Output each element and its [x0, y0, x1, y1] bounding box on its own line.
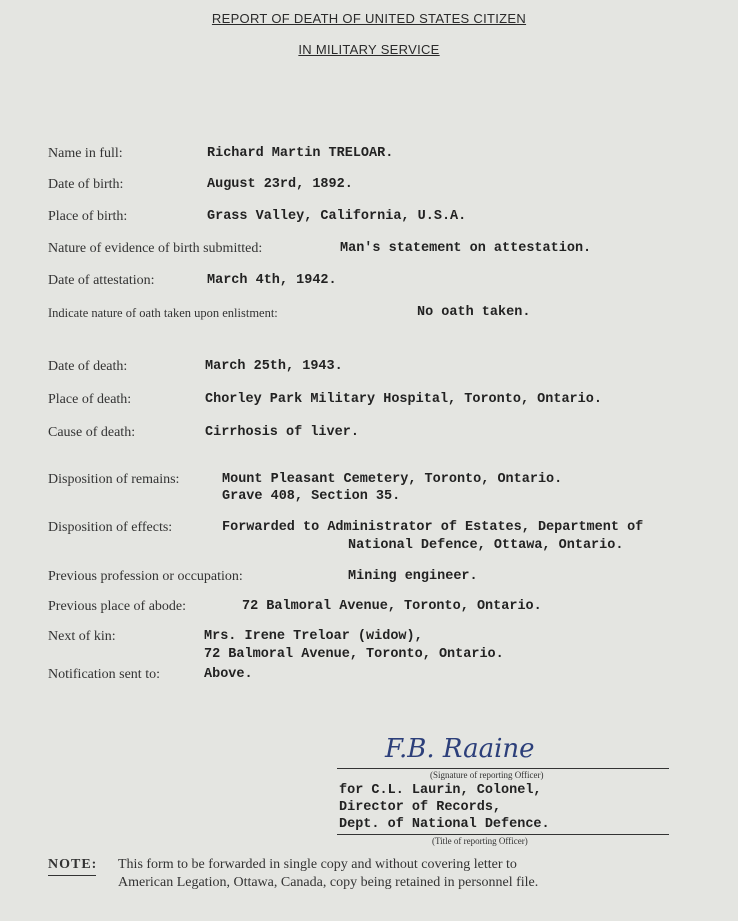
label-notification: Notification sent to: — [48, 667, 160, 682]
value-kin-2: 72 Balmoral Avenue, Toronto, Ontario. — [204, 647, 504, 662]
label-occupation: Previous profession or occupation: — [48, 569, 243, 584]
value-cause: Cirrhosis of liver. — [205, 425, 359, 440]
officer-line-1: for C.L. Laurin, Colonel, — [339, 783, 542, 798]
value-attestation: March 4th, 1942. — [207, 273, 337, 288]
label-dob: Date of birth: — [48, 177, 124, 192]
value-dod: March 25th, 1943. — [205, 359, 343, 374]
officer-line-2: Director of Records, — [339, 800, 502, 815]
title-line-2: IN MILITARY SERVICE — [298, 42, 440, 57]
label-remains: Disposition of remains: — [48, 472, 180, 487]
value-effects: Forwarded to Administrator of Estates, Department of — [222, 520, 644, 535]
value-kin: Mrs. Irene Treloar (widow), — [204, 629, 423, 644]
title-caption: (Title of reporting Officer) — [432, 836, 528, 846]
value-abode: 72 Balmoral Avenue, Toronto, Ontario. — [242, 599, 542, 614]
label-effects: Disposition of effects: — [48, 520, 173, 535]
note-line-2: American Legation, Ottawa, Canada, copy being retained in personnel file. — [118, 875, 539, 890]
value-place-of-death: Chorley Park Military Hospital, Toronto, Ontario. — [205, 392, 602, 407]
value-remains: Mount Pleasant Cemetery, Toronto, Ontario. — [222, 472, 563, 487]
value-occupation: Mining engineer. — [348, 569, 478, 584]
label-place-of-death: Place of death: — [48, 392, 132, 407]
note-line-1: This form to be forwarded in single copy and without covering letter to — [118, 857, 517, 872]
officer-line-3: Dept. of National Defence. — [339, 817, 550, 832]
label-pob: Place of birth: — [48, 209, 128, 224]
value-name: Richard Martin TRELOAR. — [207, 146, 394, 161]
label-name: Name in full: — [48, 146, 123, 161]
label-oath: Indicate nature of oath taken upon enlistment: — [48, 306, 278, 320]
label-evidence: Nature of evidence of birth submitted: — [48, 241, 263, 256]
label-cause: Cause of death: — [48, 425, 136, 440]
title-line-1: REPORT OF DEATH OF UNITED STATES CITIZEN — [211, 11, 527, 26]
handwritten-signature: F.B. Raaine — [385, 734, 535, 764]
value-evidence: Man's statement on attestation. — [340, 241, 592, 256]
value-effects-2: National Defence, Ottawa, Ontario. — [348, 538, 624, 553]
signature-line — [337, 768, 669, 769]
value-dob: August 23rd, 1892. — [207, 177, 353, 192]
value-pob: Grass Valley, California, U.S.A. — [207, 209, 467, 224]
label-dod: Date of death: — [48, 359, 128, 374]
label-attestation: Date of attestation: — [48, 273, 155, 288]
value-remains-2: Grave 408, Section 35. — [222, 489, 401, 504]
signature-caption: (Signature of reporting Officer) — [430, 770, 544, 780]
note-label: NOTE: — [48, 857, 98, 872]
value-notification: Above. — [204, 667, 253, 682]
value-oath: No oath taken. — [417, 305, 531, 320]
title-line — [337, 834, 669, 835]
note-underline — [48, 875, 96, 876]
label-kin: Next of kin: — [48, 629, 116, 644]
label-abode: Previous place of abode: — [48, 599, 187, 614]
